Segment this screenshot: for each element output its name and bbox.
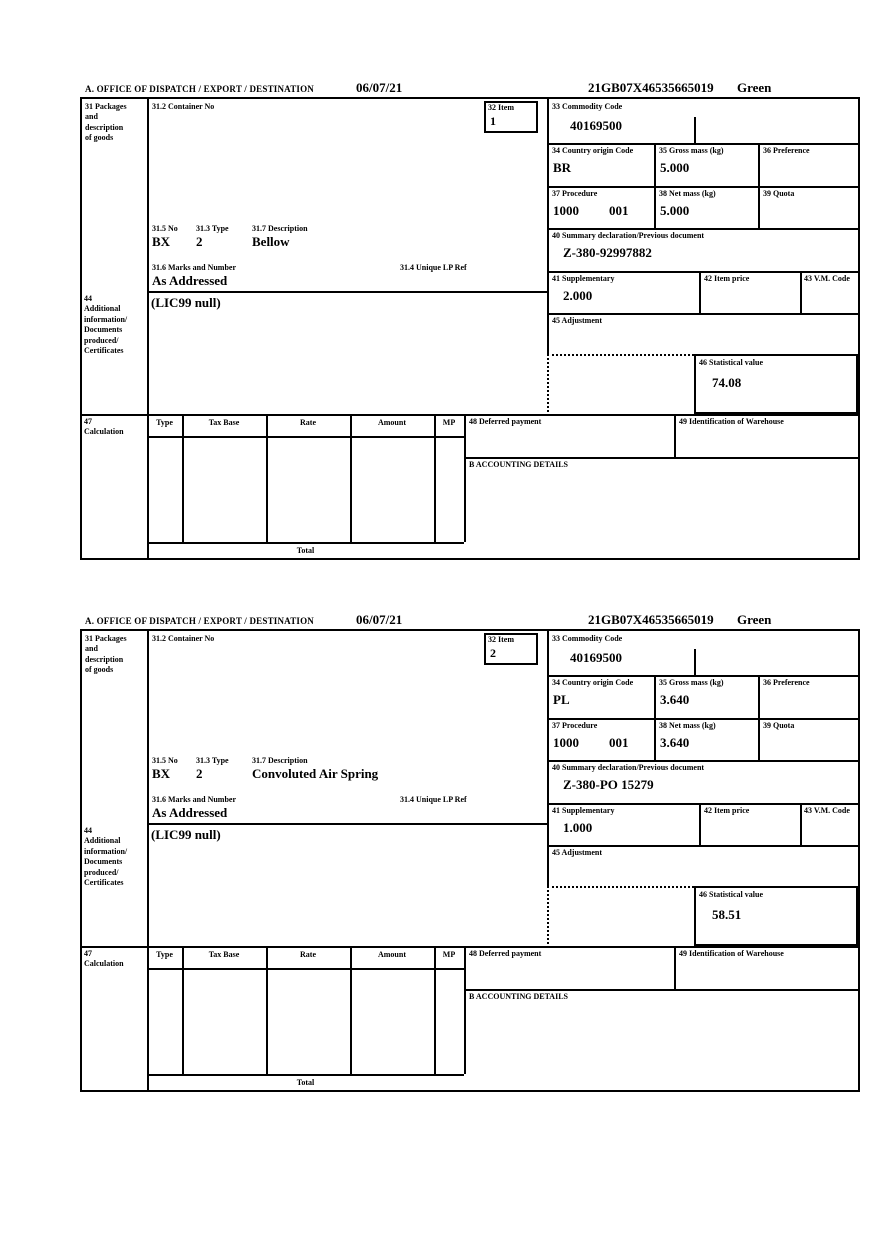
grid-line	[147, 1074, 464, 1076]
gross-mass-label: 35 Gross mass (kg)	[659, 678, 724, 687]
additional-info-value: (LIC99 null)	[151, 827, 221, 842]
box44-line: 44	[84, 826, 92, 835]
grid-line	[266, 414, 268, 542]
grid-line	[182, 414, 184, 542]
procedure-suffix-value: 001	[609, 203, 629, 218]
commodity-code-label: 33 Commodity Code	[552, 102, 623, 111]
box31-line: and	[85, 644, 98, 654]
box44-line: information/	[84, 846, 128, 856]
grid-line	[547, 271, 858, 273]
country-origin-value: PL	[553, 692, 570, 707]
gross-mass-label: 35 Gross mass (kg)	[659, 146, 724, 155]
pkg-description-label: 31.7 Description	[252, 756, 308, 765]
grid-line	[434, 946, 436, 1074]
grid-line	[464, 989, 858, 991]
col-rate-header: Rate	[300, 418, 316, 427]
col-amount-header: Amount	[377, 418, 406, 427]
grid-line-dotted	[547, 886, 694, 888]
grid-line	[547, 760, 858, 762]
item-label: 32 Item	[488, 103, 514, 112]
box44-line: Documents	[84, 857, 123, 867]
container-no-label: 31.2 Container No	[152, 634, 215, 643]
lp-ref-label: 31.4 Unique LP Ref	[400, 263, 467, 272]
net-mass-value: 3.640	[660, 735, 690, 750]
grid-line	[547, 143, 858, 145]
commodity-code-label: 33 Commodity Code	[552, 634, 623, 643]
grid-line	[547, 803, 858, 805]
vm-code-label: 43 V.M. Code	[804, 806, 850, 815]
commodity-code-divider	[694, 117, 696, 143]
grid-line	[547, 675, 858, 677]
grid-line	[800, 271, 802, 313]
deferred-payment-label: 48 Deferred payment	[469, 417, 542, 426]
routing-status: Green	[737, 612, 772, 627]
box47-calculation-label	[84, 949, 142, 970]
grid-line	[464, 946, 466, 1074]
grid-line	[182, 946, 184, 1074]
box47-line: Calculation	[84, 959, 124, 969]
box47-line: 47	[84, 417, 92, 426]
adjustment-label: 45 Adjustment	[552, 848, 603, 857]
routing-status: Green	[737, 80, 772, 95]
grid-line	[147, 542, 464, 544]
item-number-value: 2	[490, 646, 496, 660]
quota-label: 39 Quota	[763, 721, 795, 730]
box44-line: produced/	[84, 867, 119, 877]
box44-line: information/	[84, 314, 128, 324]
net-mass-label: 38 Net mass (kg)	[659, 721, 716, 730]
grid-line	[674, 946, 676, 989]
grid-line	[699, 271, 701, 313]
summary-declaration-value: Z-380-92997882	[563, 245, 652, 260]
country-origin-label: 34 Country origin Code	[552, 678, 634, 687]
pkg-type-label: 31.3 Type	[196, 756, 229, 765]
deferred-payment-label: 48 Deferred payment	[469, 949, 542, 958]
marks-value: As Addressed	[152, 805, 228, 820]
box31-line: and	[85, 112, 98, 122]
grid-line-dotted	[547, 354, 549, 412]
marks-value: As Addressed	[152, 273, 228, 288]
declaration-item-section-2	[80, 614, 860, 1092]
box31-line: 31 Packages	[85, 102, 127, 111]
accounting-details-label: B ACCOUNTING DETAILS	[469, 460, 568, 469]
statistical-value-label: 46 Statistical value	[699, 890, 763, 899]
grid-line	[82, 946, 858, 948]
col-rate-header: Rate	[300, 950, 316, 959]
box31-line: 31 Packages	[85, 634, 127, 643]
gross-mass-value: 3.640	[660, 692, 690, 707]
grid-line	[547, 228, 858, 230]
box44-line: Additional	[84, 304, 121, 314]
total-label: Total	[296, 1078, 315, 1087]
supplementary-label: 41 Supplementary	[552, 806, 615, 815]
summary-declaration-label: 40 Summary declaration/Previous document	[552, 763, 705, 772]
box31-line: description	[85, 654, 124, 664]
goods-description-value: Bellow	[252, 234, 290, 249]
box44-line: Certificates	[84, 877, 124, 887]
grid-line	[699, 803, 701, 845]
vm-code-label: 43 V.M. Code	[804, 274, 850, 283]
grid-line	[547, 186, 858, 188]
warehouse-label: 49 Identification of Warehouse	[679, 417, 784, 426]
preference-label: 36 Preference	[763, 678, 810, 687]
grid-line	[547, 631, 549, 886]
adjustment-label: 45 Adjustment	[552, 316, 603, 325]
grid-line	[464, 457, 858, 459]
grid-line	[547, 313, 858, 315]
container-no-label: 31.2 Container No	[152, 102, 215, 111]
box44-line: Certificates	[84, 345, 124, 355]
box44-additional-label	[84, 826, 144, 888]
grid-line	[147, 436, 464, 438]
package-type-value: 2	[196, 766, 203, 781]
box44-line: Documents	[84, 325, 123, 335]
col-type-header: Type	[156, 950, 173, 959]
grid-line	[547, 845, 858, 847]
grid-line	[547, 99, 549, 354]
box31-line: of goods	[85, 133, 114, 143]
grid-line	[758, 143, 760, 228]
package-type-value: 2	[196, 234, 203, 249]
accounting-details-label: B ACCOUNTING DETAILS	[469, 992, 568, 1001]
additional-info-value: (LIC99 null)	[151, 295, 221, 310]
procedure-label: 37 Procedure	[552, 721, 598, 730]
grid-line	[266, 946, 268, 1074]
pkg-description-label: 31.7 Description	[252, 224, 308, 233]
item-form-grid	[80, 629, 860, 1092]
procedure-code-value: 1000	[553, 735, 579, 750]
col-mp-header: MP	[442, 950, 456, 959]
item-number-value: 1	[490, 114, 496, 128]
col-tax-base-header: Tax Base	[208, 950, 240, 959]
country-origin-label: 34 Country origin Code	[552, 146, 634, 155]
marks-label: 31.6 Marks and Number	[152, 795, 237, 804]
supplementary-label: 41 Supplementary	[552, 274, 615, 283]
grid-line	[147, 291, 547, 293]
item-form-grid	[80, 97, 860, 560]
col-amount-header: Amount	[377, 950, 406, 959]
goods-description-value: Convoluted Air Spring	[252, 766, 379, 781]
grid-line	[350, 414, 352, 542]
box31-line: of goods	[85, 665, 114, 675]
declaration-reference: 21GB07X46535665019	[588, 80, 714, 95]
declaration-date: 06/07/21	[356, 80, 403, 95]
col-type-header: Type	[156, 418, 173, 427]
marks-label: 31.6 Marks and Number	[152, 263, 237, 272]
box44-additional-label	[84, 294, 144, 356]
warehouse-label: 49 Identification of Warehouse	[679, 949, 784, 958]
net-mass-label: 38 Net mass (kg)	[659, 189, 716, 198]
supplementary-value: 2.000	[563, 288, 593, 303]
statistical-value: 58.51	[712, 907, 742, 922]
grid-line-dotted	[547, 886, 549, 944]
box44-line: produced/	[84, 335, 119, 345]
summary-declaration-label: 40 Summary declaration/Previous document	[552, 231, 705, 240]
box47-calculation-label	[84, 417, 142, 438]
item-price-label: 42 Item price	[704, 806, 750, 815]
grid-line	[654, 675, 656, 760]
box31-packages-label	[85, 102, 143, 144]
box47-line: 47	[84, 949, 92, 958]
total-label: Total	[296, 546, 315, 555]
item-price-label: 42 Item price	[704, 274, 750, 283]
summary-declaration-value: Z-380-PO 15279	[563, 777, 654, 792]
grid-line	[434, 414, 436, 542]
box44-line: Additional	[84, 836, 121, 846]
procedure-suffix-value: 001	[609, 735, 629, 750]
office-of-dispatch-label: A. OFFICE OF DISPATCH / EXPORT / DESTINATION	[85, 616, 315, 626]
item-label: 32 Item	[488, 635, 514, 644]
pkg-no-label: 31.5 No	[152, 224, 178, 233]
grid-line	[464, 414, 466, 542]
grid-line	[147, 631, 149, 1090]
statistical-value-label: 46 Statistical value	[699, 358, 763, 367]
grid-line	[800, 803, 802, 845]
procedure-code-value: 1000	[553, 203, 579, 218]
grid-line	[654, 143, 656, 228]
supplementary-value: 1.000	[563, 820, 593, 835]
grid-line	[674, 414, 676, 457]
lp-ref-label: 31.4 Unique LP Ref	[400, 795, 467, 804]
col-tax-base-header: Tax Base	[208, 418, 240, 427]
declaration-date: 06/07/21	[356, 612, 403, 627]
commodity-code-value: 40169500	[570, 118, 622, 133]
commodity-code-value: 40169500	[570, 650, 622, 665]
declaration-reference: 21GB07X46535665019	[588, 612, 714, 627]
box31-packages-label	[85, 634, 143, 676]
grid-line	[147, 823, 547, 825]
pkg-type-label: 31.3 Type	[196, 224, 229, 233]
quota-label: 39 Quota	[763, 189, 795, 198]
office-of-dispatch-label: A. OFFICE OF DISPATCH / EXPORT / DESTINATION	[85, 84, 315, 94]
net-mass-value: 5.000	[660, 203, 690, 218]
box47-line: Calculation	[84, 427, 124, 437]
box44-line: 44	[84, 294, 92, 303]
grid-line-dotted	[547, 354, 694, 356]
country-origin-value: BR	[553, 160, 572, 175]
grid-line	[758, 675, 760, 760]
preference-label: 36 Preference	[763, 146, 810, 155]
grid-line	[547, 718, 858, 720]
grid-line	[147, 99, 149, 558]
declaration-item-section-1	[80, 82, 860, 560]
package-code-value: BX	[152, 766, 171, 781]
col-mp-header: MP	[442, 418, 456, 427]
grid-line	[350, 946, 352, 1074]
procedure-label: 37 Procedure	[552, 189, 598, 198]
package-code-value: BX	[152, 234, 171, 249]
grid-line	[82, 414, 858, 416]
statistical-value: 74.08	[712, 375, 742, 390]
pkg-no-label: 31.5 No	[152, 756, 178, 765]
commodity-code-divider	[694, 649, 696, 675]
gross-mass-value: 5.000	[660, 160, 690, 175]
grid-line	[147, 968, 464, 970]
box31-line: description	[85, 122, 124, 132]
